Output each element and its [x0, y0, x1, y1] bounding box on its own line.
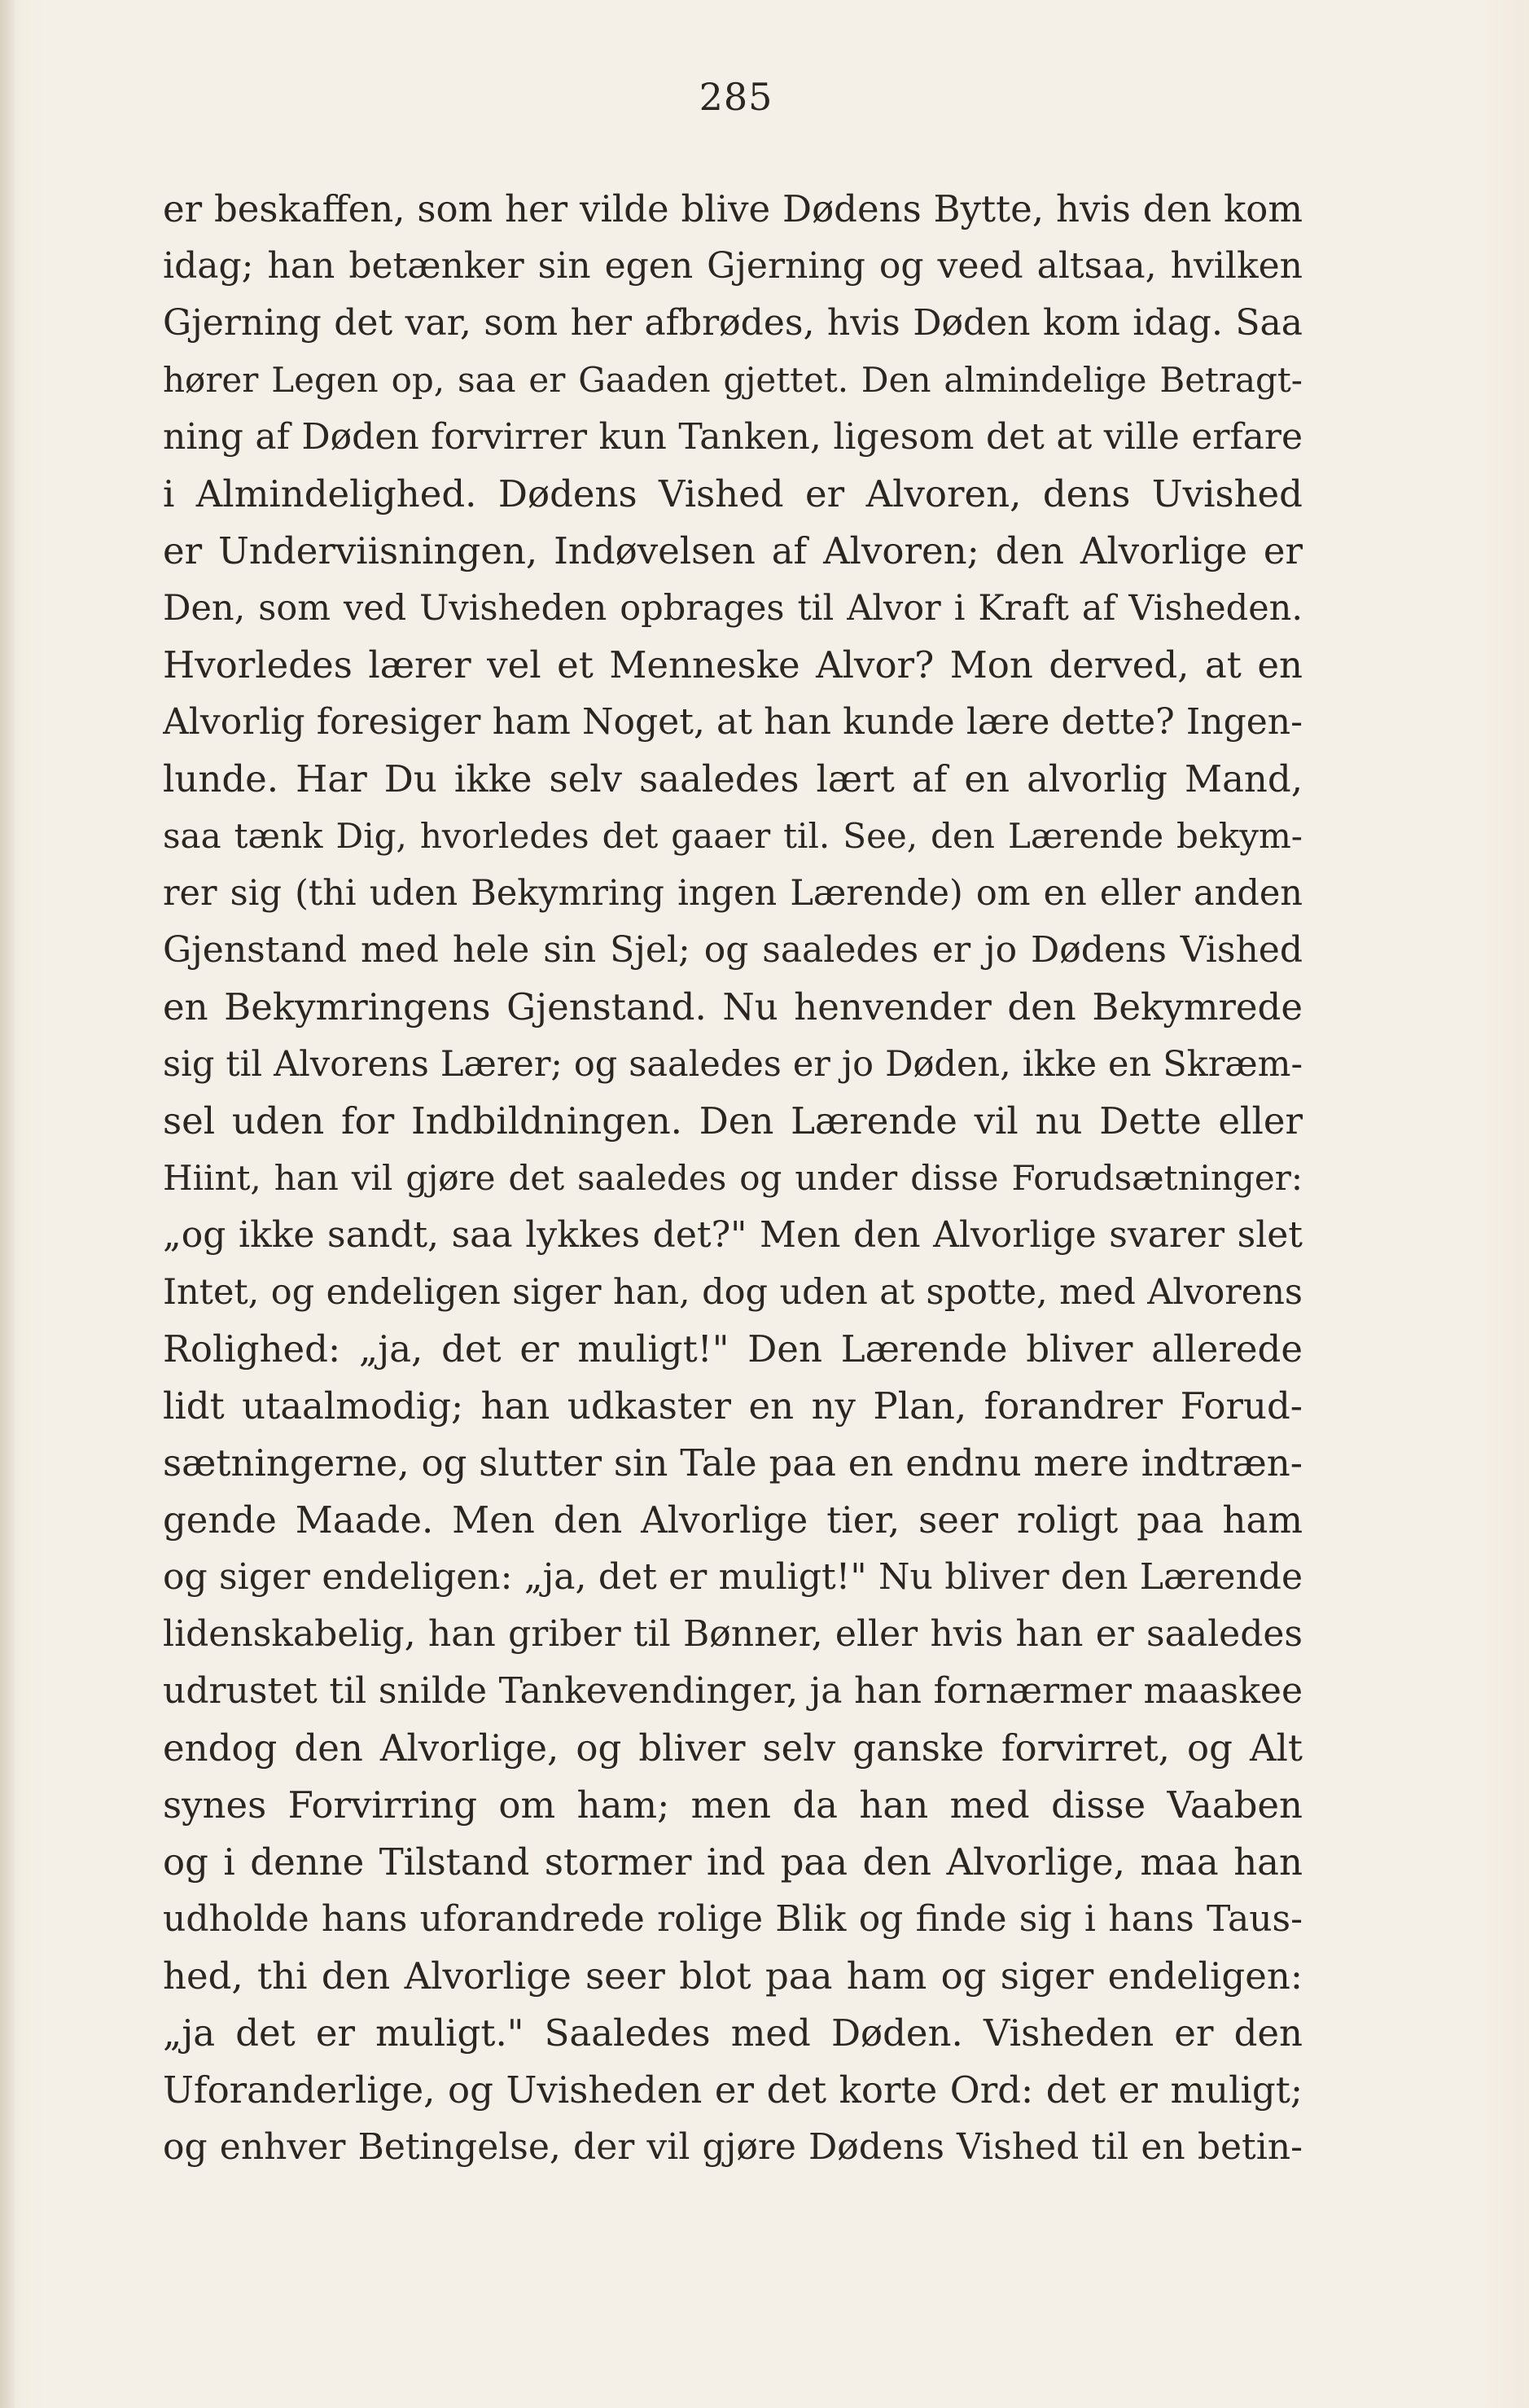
text-line: er beskaffen, som her vilde blive Dødens Bytte, hvis den kom — [163, 187, 1303, 230]
text-line: Hvorledes lærer vel et Menneske Alvor? Mon derved, at en — [163, 643, 1303, 686]
text-line: idag; han betænker sin egen Gjerning og veed altsaa, hvilken — [163, 245, 1303, 287]
text-line: Rolighed: „ja, det er muligt!" Den Lærende bliver allerede — [163, 1327, 1303, 1371]
text-line: endog den Alvorlige, og bliver selv ganske forvirret, og Alt — [163, 1726, 1303, 1770]
text-line: sætningerne, og slutter sin Tale paa en endnu mere indtræn- — [163, 1441, 1303, 1485]
text-line: Gjenstand med hele sin Sjel; og saaledes er jo Dødens Vished — [163, 929, 1303, 971]
text-line: i Almindelighed. Dødens Vished er Alvoren, dens Uvished — [163, 472, 1303, 515]
text-line: en Bekymringens Gjenstand. Nu henvender den Bekymrede — [163, 985, 1303, 1029]
text-line: og i denne Tilstand stormer ind paa den Alvorlige, maa han — [163, 1840, 1303, 1884]
text-line: synes Forvirring om ham; men da han med disse Vaaben — [163, 1783, 1303, 1827]
text-line: saa tænk Dig, hvorledes det gaaer til. See, den Lærende bekym- — [163, 816, 1303, 856]
text-line: Intet, og endeligen siger han, dog uden at spotte, med Alvorens — [163, 1272, 1303, 1313]
text-line: „og ikke sandt, saa lykkes det?" Men den Alvorlige svarer slet — [163, 1214, 1303, 1256]
text-line: og siger endeligen: „ja, det er muligt!" Nu bliver den Lærende — [163, 1556, 1303, 1598]
text-line: „ja det er muligt." Saaledes med Døden. Visheden er den — [163, 2011, 1303, 2055]
text-line: Uforanderlige, og Uvisheden er det korte Ord: det er muligt; — [163, 2068, 1303, 2112]
text-line: udholde hans uforandrede rolige Blik og finde sig i hans Taus- — [163, 1898, 1303, 1940]
text-line: Gjerning det var, som her afbrødes, hvis Døden kom idag. Saa — [163, 302, 1303, 344]
text-line: hører Legen op, saa er Gaaden gjettet. Den almindelige Betragt- — [163, 360, 1303, 400]
text-line: Alvorlig foresiger ham Noget, at han kunde lære dette? Ingen- — [163, 701, 1303, 743]
text-line: gende Maade. Men den Alvorlige tier, seer roligt paa ham — [163, 1498, 1303, 1542]
page-number: 285 — [699, 75, 773, 119]
text-line: er Underviisningen, Indøvelsen af Alvoren; den Alvorlige er — [163, 529, 1303, 572]
text-line: rer sig (thi uden Bekymring ingen Lærende) om en eller anden — [163, 873, 1303, 914]
text-line: sig til Alvorens Lærer; og saaledes er jo Døden, ikke en Skræm- — [163, 1044, 1303, 1085]
text-line: Den, som ved Uvisheden opbrages til Alvor i Kraft af Visheden. — [163, 588, 1303, 629]
text-line: Hiint, han vil gjøre det saaledes og under disse Forudsætninger: — [163, 1158, 1303, 1198]
page-spine-edge — [0, 0, 15, 2408]
text-line: udrustet til snilde Tankevendinger, ja han fornærmer maaskee — [163, 1670, 1303, 1712]
text-line: hed, thi den Alvorlige seer blot paa ham og siger endeligen: — [163, 1954, 1303, 1998]
text-line: lidenskabelig, han griber til Bønner, eller hvis han er saaledes — [163, 1613, 1303, 1655]
text-line: lidt utaalmodig; han udkaster en ny Plan, forandrer Forud- — [163, 1384, 1303, 1428]
text-line: lunde. Har Du ikke selv saaledes lært af en alvorlig Mand, — [163, 757, 1303, 800]
body-text — [163, 181, 1303, 2176]
text-line: og enhver Betingelse, der vil gjøre Dødens Vished til en betin- — [163, 2126, 1303, 2168]
text-line: ning af Døden forvirrer kun Tanken, ligesom det at ville erfare — [163, 416, 1303, 458]
text-line: sel uden for Indbildningen. Den Lærende vil nu Dette eller — [163, 1099, 1303, 1143]
